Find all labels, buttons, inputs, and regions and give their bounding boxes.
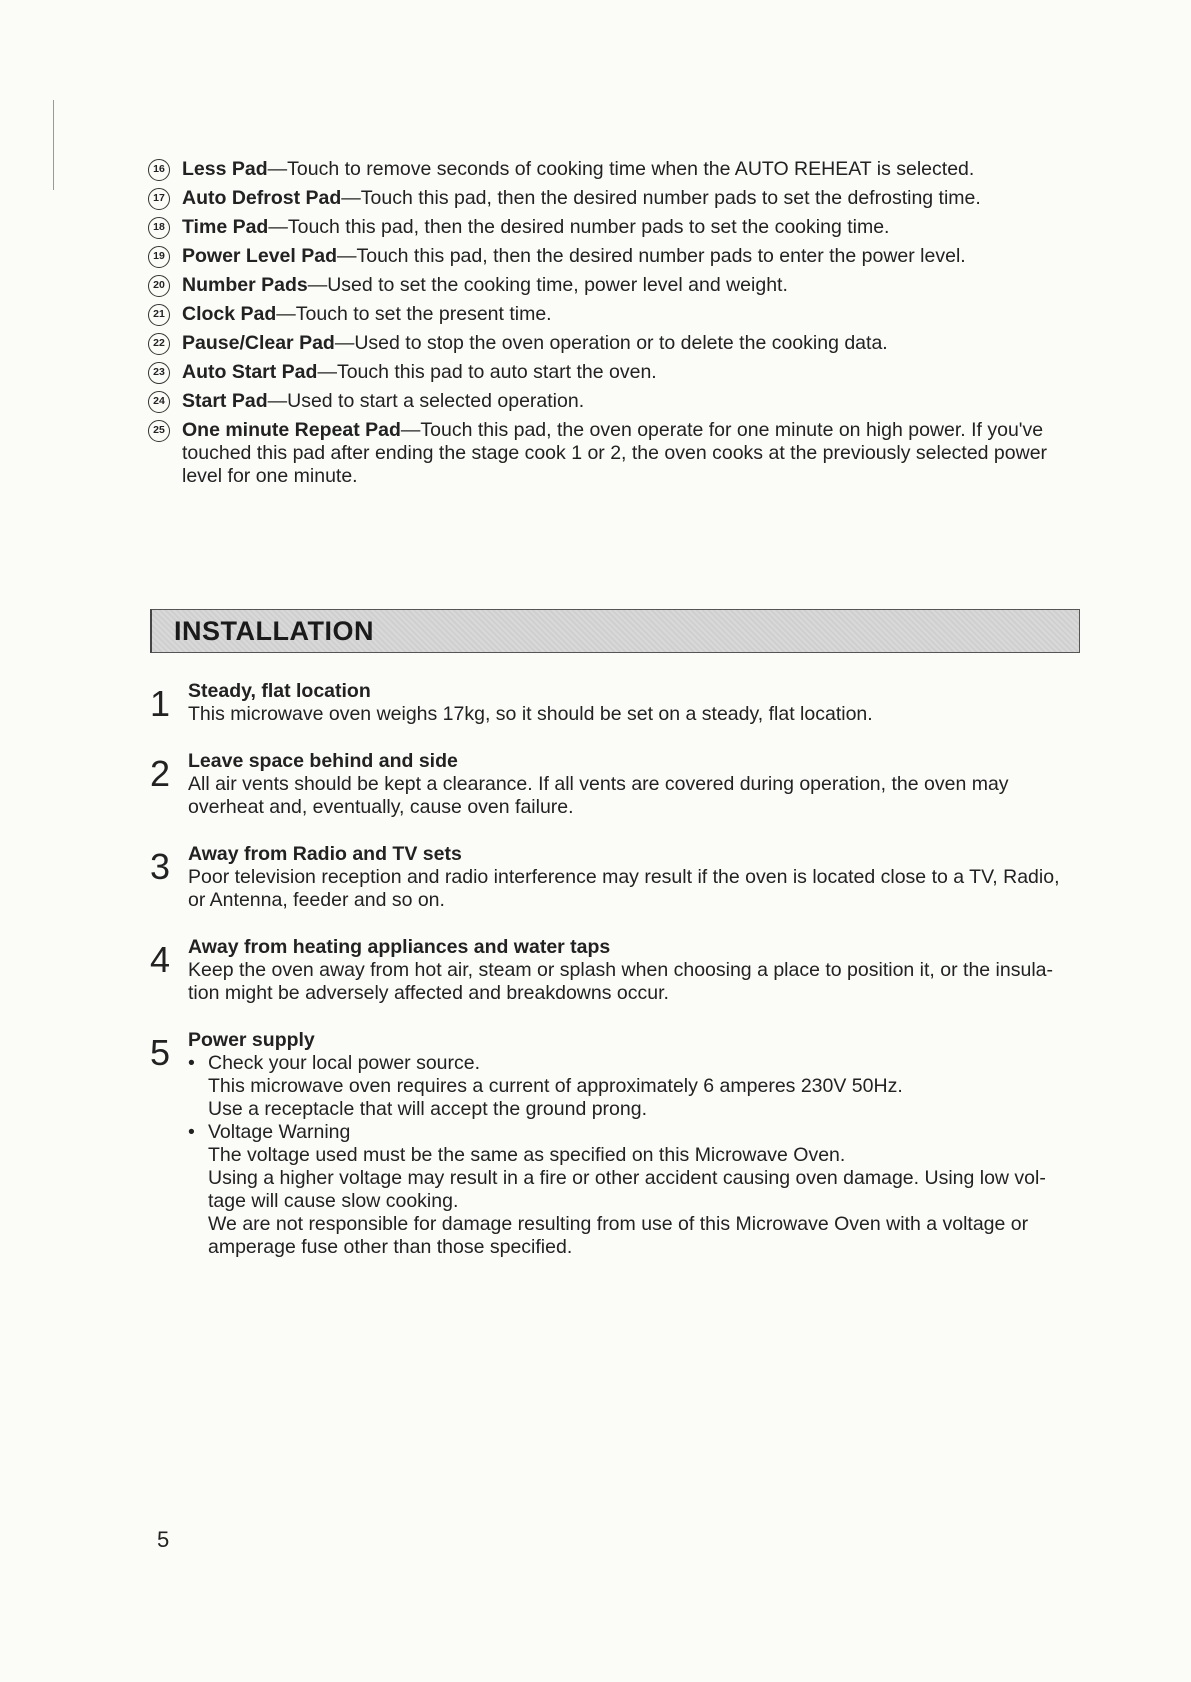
step-text: Poor television reception and radio interference may result if the oven is located close to a TV, Radio, or Antenna, feeder and so on. [188,866,1060,911]
scan-margin-line [53,100,54,190]
step-title: Away from Radio and TV sets [188,843,462,865]
pad-title: One minute Repeat Pad [182,419,401,441]
pad-title: Pause/Clear Pad [182,332,335,354]
circled-number-icon: 17 [148,188,170,210]
pad-description: Touch this pad, then the desired number pads to enter the power level. [356,245,966,267]
list-item [148,274,1078,297]
em-dash: — [334,332,355,354]
pad-title: Auto Start Pad [182,361,318,383]
installation-steps [150,680,1080,1283]
step-number: 4 [150,939,171,980]
pad-title: Auto Defrost Pad [182,187,342,209]
step-title: Steady, flat location [188,680,371,702]
pad-description: Used to start a selected operation. [287,390,585,412]
installation-header-bar [150,609,1080,653]
list-item [148,419,1078,488]
pad-description: Touch this pad, the oven operate for one minute on high power. If you've touched this pad after ending the stage cook 1 or 2, the oven cooks at the previously selected power level for one minute. [182,419,1048,487]
bullet-line: We are not responsible for damage resulting from use of this Microwave Oven with a voltage or amperage fuse other than those specified. [208,1213,1029,1258]
pad-description: Touch this pad, then the desired number pads to set the cooking time. [287,216,890,238]
bullet-item [188,1052,1080,1121]
step-title: Leave space behind and side [188,750,458,772]
pad-title: Power Level Pad [182,245,337,267]
em-dash: — [341,187,361,209]
install-step-power-supply [150,1029,1080,1259]
list-item [148,245,1078,268]
install-step [150,936,1080,1005]
list-item [148,187,1078,210]
step-title: Away from heating appliances and water taps [188,936,611,958]
bullet-icon: • [188,1121,195,1143]
em-dash: — [276,303,296,325]
step-text: This microwave oven weighs 17kg, so it should be set on a steady, flat location. [188,703,873,725]
circled-number-icon: 21 [148,304,170,326]
install-step [150,680,1080,726]
bullet-line: The voltage used must be the same as specified on this Microwave Oven. [208,1144,846,1166]
list-item [148,303,1078,326]
list-item [148,390,1078,413]
bullet-line: This microwave oven requires a current of approximately 6 amperes 230V 50Hz. [208,1075,903,1097]
pad-title: Start Pad [182,390,268,412]
step-number: 5 [150,1032,171,1073]
circled-number-icon: 16 [148,159,170,181]
bullet-line: Use a receptacle that will accept the ground prong. [208,1098,648,1120]
circled-number-icon: 20 [148,275,170,297]
bullet-heading: Check your local power source. [208,1052,481,1074]
pad-description: Touch this pad, then the desired number pads to set the defrosting time. [360,187,981,209]
pad-title: Clock Pad [182,303,277,325]
install-step [150,750,1080,819]
step-text: All air vents should be kept a clearance. If all vents are covered during operation, the oven may overheat and, eventually, cause oven failure. [188,773,1009,818]
em-dash: — [336,245,357,267]
list-item [148,216,1078,239]
step-title: Power supply [188,1029,315,1051]
em-dash: — [317,361,337,383]
bullet-item [188,1121,1080,1259]
control-pad-list [148,158,1078,494]
em-dash: — [307,274,328,296]
list-item [148,158,1078,181]
circled-number-icon: 24 [148,391,170,413]
install-step [150,843,1080,912]
section-title: INSTALLATION [174,616,374,646]
step-number: 1 [150,683,171,724]
pad-description: Touch this pad to auto start the oven. [336,361,657,383]
bullet-heading: Voltage Warning [208,1121,351,1143]
bullet-icon: • [188,1052,195,1074]
pad-title: Less Pad [182,158,268,180]
step-number: 3 [150,846,171,887]
pad-description: Used to stop the oven operation or to delete the cooking data. [354,332,888,354]
pad-description: Touch to set the present time. [295,303,552,325]
circled-number-icon: 19 [148,246,170,268]
step-number: 2 [150,753,171,794]
circled-number-icon: 22 [148,333,170,355]
pad-description: Touch to remove seconds of cooking time when the AUTO REHEAT is selected. [287,158,975,180]
circled-number-icon: 18 [148,217,170,239]
page-number: 5 [157,1527,170,1552]
pad-title: Time Pad [182,216,269,238]
em-dash: — [267,158,288,180]
list-item [148,361,1078,384]
pad-description: Used to set the cooking time, power level and weight. [327,274,788,296]
step-text: Keep the oven away from hot air, steam or splash when choosing a place to position it, or the insula-tion might be adversely affected and breakdowns occur. [188,959,1053,1004]
em-dash: — [400,419,421,441]
em-dash: — [267,390,288,412]
circled-number-icon: 23 [148,362,170,384]
circled-number-icon: 25 [148,420,170,442]
pad-title: Number Pads [182,274,308,296]
list-item [148,332,1078,355]
bullet-line: Using a higher voltage may result in a fire or other accident causing oven damage. Using low vol-tage will cause slow cooking. [208,1167,1046,1212]
em-dash: — [268,216,288,238]
